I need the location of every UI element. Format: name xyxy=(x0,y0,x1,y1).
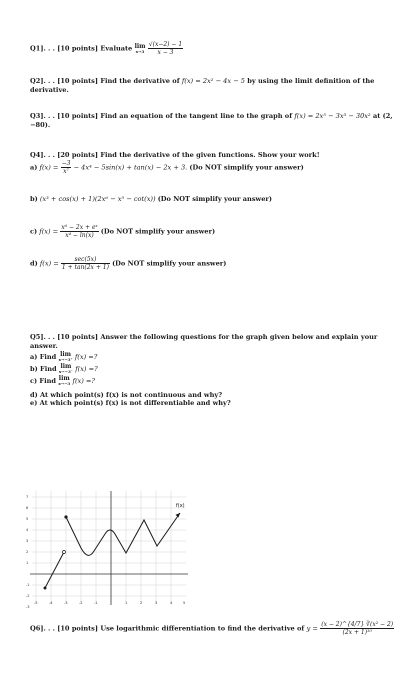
q3-text-1: Find an equation of the tangent line to the graph of xyxy=(100,112,293,120)
y-tick-label: 5 xyxy=(26,517,29,521)
x-tick-label: -3 xyxy=(64,601,68,605)
y-tick-label: -3 xyxy=(26,605,30,609)
q4-part-b: b) (x³ + cos(x) + 1)(2x⁶ − x⁵ − cot(x)) (Do NOT simplify your answer) xyxy=(30,195,273,203)
q4-c-fraction: $\frac{\text{x⁶ − 2x + eˣ}}{\text{x⁴ − ln(x)}}$ xyxy=(61,224,98,239)
x-tick-label: 3 xyxy=(155,601,158,605)
x-tick-label: -5 xyxy=(34,601,38,605)
q1-denominator: x − 3 xyxy=(157,49,174,56)
q1-label: Q1]. . . [10 points] xyxy=(30,44,99,53)
q1-numerator: √(x−2) − 1 xyxy=(148,41,183,48)
x-tick-label: 5 xyxy=(183,601,186,605)
question-6 xyxy=(30,621,398,636)
q3-text-2: at (2, −80). xyxy=(30,112,393,129)
q4-part-a: a) f(x) = $\frac{-3}{\text{x⁷}}$ − 4x⁴ − 5sin(x) + tan(x) − 2x + 3. (Do NOT simplify your answer) xyxy=(30,160,304,175)
x-tick-label: -4 xyxy=(49,601,53,605)
question-3 xyxy=(30,112,398,129)
question-5 xyxy=(30,333,398,350)
curve-segment-middle xyxy=(66,513,180,555)
y-tick-label: 6 xyxy=(26,506,29,510)
q2-function: f(x) = 2x² − 4x − 5 xyxy=(181,77,245,85)
open-endpoint xyxy=(63,551,66,554)
q2-text-2: by using the limit definition of the derivative. xyxy=(30,77,375,94)
question-1 xyxy=(30,41,398,56)
q2-label: Q2]. . . [10 points] xyxy=(30,77,99,85)
q5-part-d: d) At which point(s) f(x) is not continuous and why? xyxy=(30,391,223,399)
q4-part-d: d) f(x) = $\frac{\sec(5x)}{1 + \tan(2x + 1)}$ (Do NOT simplify your answer) xyxy=(30,256,227,271)
function-label: f(x) xyxy=(176,503,185,509)
y-tick-label: -2 xyxy=(26,594,30,598)
function-graph xyxy=(26,487,206,612)
y-tick-label: -1 xyxy=(26,583,30,587)
q4-text: Find the derivative of the given functions. Show your work! xyxy=(100,151,320,159)
x-tick-label: -2 xyxy=(79,601,83,605)
q6-label: Q6]. . . [10 points] xyxy=(30,624,99,633)
q5-part-c: c) Find lim x→−3 f(x) =? xyxy=(30,375,95,386)
q5-part-e: e) At which point(s) f(x) is not differentiable and why? xyxy=(30,399,231,407)
y-tick-label: 2 xyxy=(26,550,29,554)
y-tick-label: 7 xyxy=(26,495,29,499)
q4-label: Q4]. . . [20 points] xyxy=(30,151,99,159)
function-curve xyxy=(45,513,180,588)
q3-label: Q3]. . . [10 points] xyxy=(30,112,99,120)
q2-text-1: Find the derivative of xyxy=(100,77,180,85)
closed-endpoint xyxy=(44,587,47,590)
graph-grid xyxy=(32,491,186,603)
q5-label: Q5]. . . [10 points] xyxy=(30,333,99,341)
q6-lhs: y = xyxy=(306,624,318,633)
q4-a-fraction: $\frac{-3}{\text{x⁷}}$ xyxy=(61,160,71,175)
q4-d-fraction: $\frac{\sec(5x)}{1 + \tan(2x + 1)}$ xyxy=(61,256,109,271)
y-tick-label: 4 xyxy=(26,528,29,532)
x-tick-label: 4 xyxy=(170,601,173,605)
q1-fraction xyxy=(148,41,183,56)
q3-function: f(x) = 2x⁵ − 3x³ − 30x² xyxy=(294,112,371,120)
q5-text: Answer the following questions for the graph given below and explain your answer. xyxy=(30,333,378,350)
q5-part-b: b) Find lim x→−3⁻ f(x) =? xyxy=(30,363,98,374)
y-tick-label: 1 xyxy=(26,561,29,565)
q1-limit: lim x→3 xyxy=(134,42,146,54)
x-tick-label: 1 xyxy=(125,601,128,605)
q6-denominator: (2x + 1)¹⁰ xyxy=(342,629,372,636)
x-tick-label: 2 xyxy=(140,601,143,605)
y-tick-label: 3 xyxy=(26,539,29,543)
closed-endpoint xyxy=(64,515,67,518)
q6-numerator: (x − 2)^{4/7} ∛(x² − 2) xyxy=(321,621,394,628)
q6-fraction xyxy=(320,621,394,636)
question-2 xyxy=(30,77,398,94)
q5-part-a: a) Find lim x→−3⁺ f(x) =? xyxy=(30,351,98,362)
x-tick-label: -1 xyxy=(94,601,98,605)
question-4 xyxy=(30,151,398,160)
q4-part-c: c) f(x) = $\frac{\text{x⁶ − 2x + eˣ}}{\text{x⁴ − ln(x)}}$ (Do NOT simplify your answer) xyxy=(30,224,216,239)
q6-text: Use logarithmic differentiation to find the derivative of xyxy=(100,624,305,633)
curve-segment-left xyxy=(45,552,64,588)
q1-text: Evaluate xyxy=(100,44,133,53)
q1-limit-under: x→3 xyxy=(135,48,145,54)
